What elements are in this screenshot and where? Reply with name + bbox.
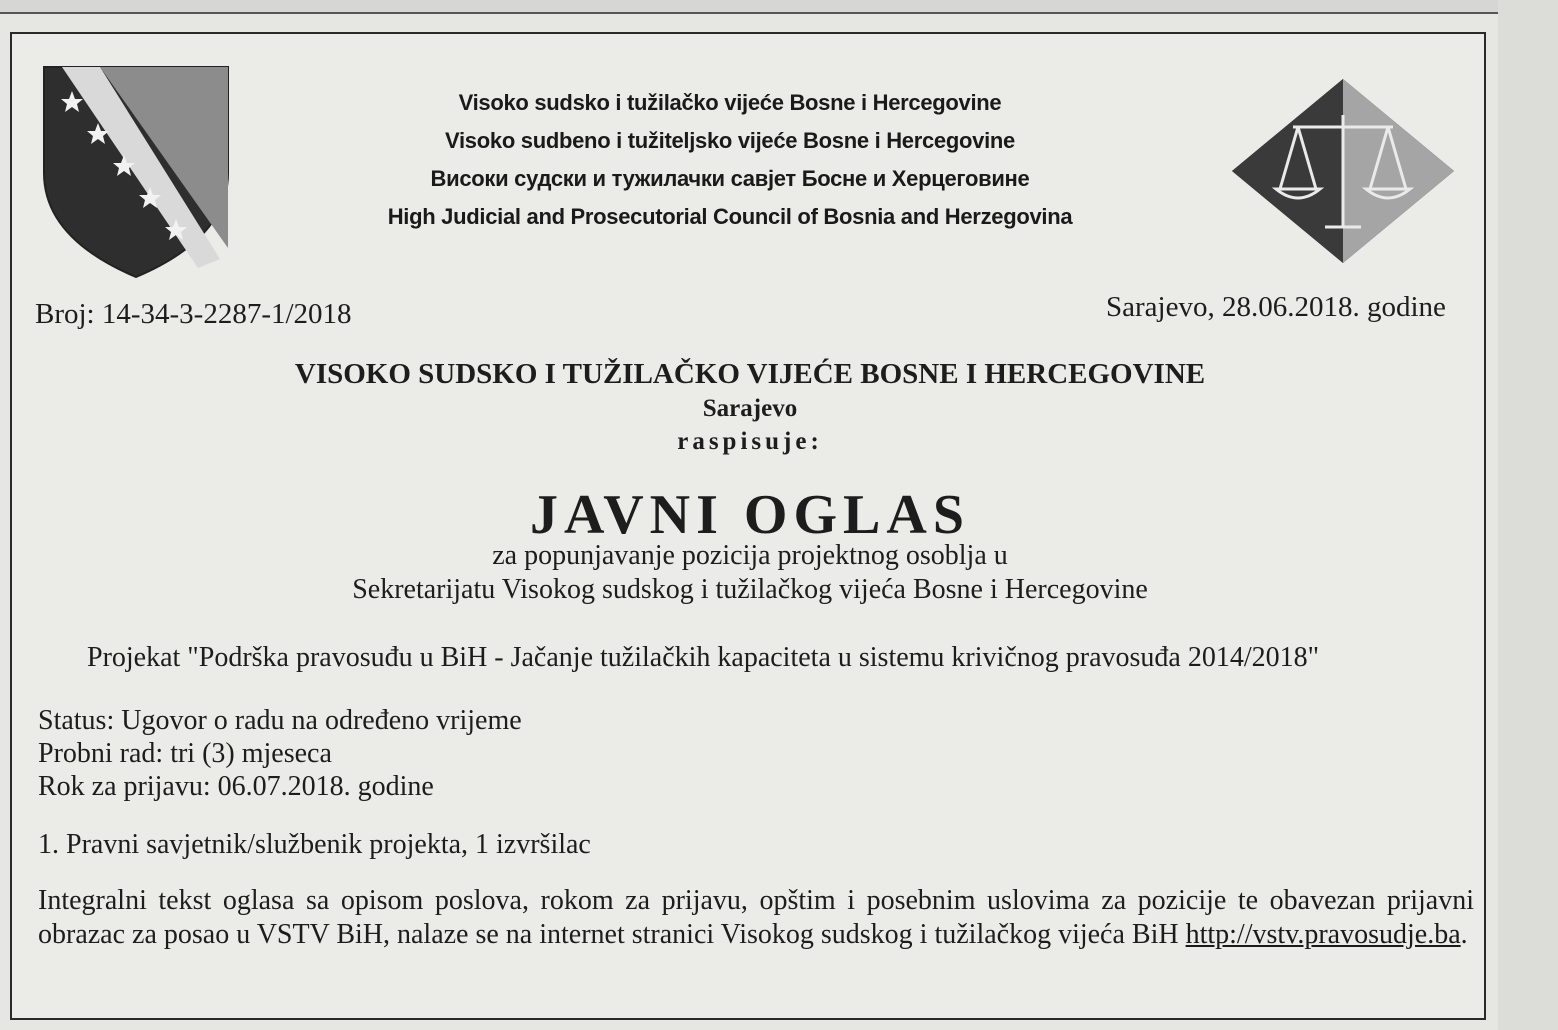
header-line-english: High Judicial and Prosecutorial Council of Bosnia and Herzegovina xyxy=(387,204,1073,229)
council-header xyxy=(280,84,1180,236)
integral-text-paragraph xyxy=(38,884,1474,952)
scales-of-justice-icon xyxy=(1230,77,1456,265)
status-line: Status: Ugovor o radu na određeno vrijeme xyxy=(38,705,522,736)
position-item: 1. Pravni savjetnik/službenik projekta, 1 izvršilac xyxy=(38,829,591,860)
announces-verb: raspisuje: xyxy=(677,428,823,455)
deadline-line: Rok za prijavu: 06.07.2018. godine xyxy=(38,771,434,802)
page-top-rule xyxy=(0,0,1558,14)
header-line-serbian: Високи судски и тужилачки савјет Босне и Херцеговине xyxy=(430,166,1030,191)
integral-text: Integralni tekst oglasa sa opisom poslova, rokom za prijavu, opštim i posebnim uslovima za pozicije te obavezan prijavni obrazac za posao u VSTV BiH, nalaze se na internet stranici Visokog sudskog i tužilačkog vijeća BiH xyxy=(38,885,1474,950)
subtitle-line-1: za popunjavanje pozicija projektnog osoblja u xyxy=(492,540,1008,571)
place-and-date: Sarajevo, 28.06.2018. godine xyxy=(1106,291,1446,323)
announcing-institution: VISOKO SUDSKO I TUŽILAČKO VIJEĆE BOSNE I HERCEGOVINE xyxy=(294,358,1206,390)
institution-city: Sarajevo xyxy=(702,395,798,422)
page-title: JAVNI OGLAS xyxy=(530,484,970,546)
link-suffix: . xyxy=(1460,919,1468,950)
probation-line: Probni rad: tri (3) mjeseca xyxy=(38,738,332,769)
project-name: Projekat "Podrška pravosuđu u BiH - Jačanje tužilačkih kapaciteta u sistemu krivičnog pravosuđa 2014/2018" xyxy=(87,642,1320,673)
adjacent-column xyxy=(1498,0,1558,1030)
website-link[interactable]: http://vstv.pravosudje.ba xyxy=(1185,919,1461,950)
header-line-bosnian: Visoko sudsko i tužilačko vijeće Bosne i Hercegovine xyxy=(458,90,1002,115)
header-line-croatian: Visoko sudbeno i tužiteljsko vijeće Bosne i Hercegovine xyxy=(445,128,1015,153)
subtitle-line-2: Sekretarijatu Visokog sudskog i tužilačkog vijeća Bosne i Hercegovine xyxy=(352,574,1148,605)
details-block xyxy=(38,704,522,803)
reference-number: Broj: 14-34-3-2287-1/2018 xyxy=(35,298,352,330)
bih-coat-of-arms-icon xyxy=(40,63,232,281)
